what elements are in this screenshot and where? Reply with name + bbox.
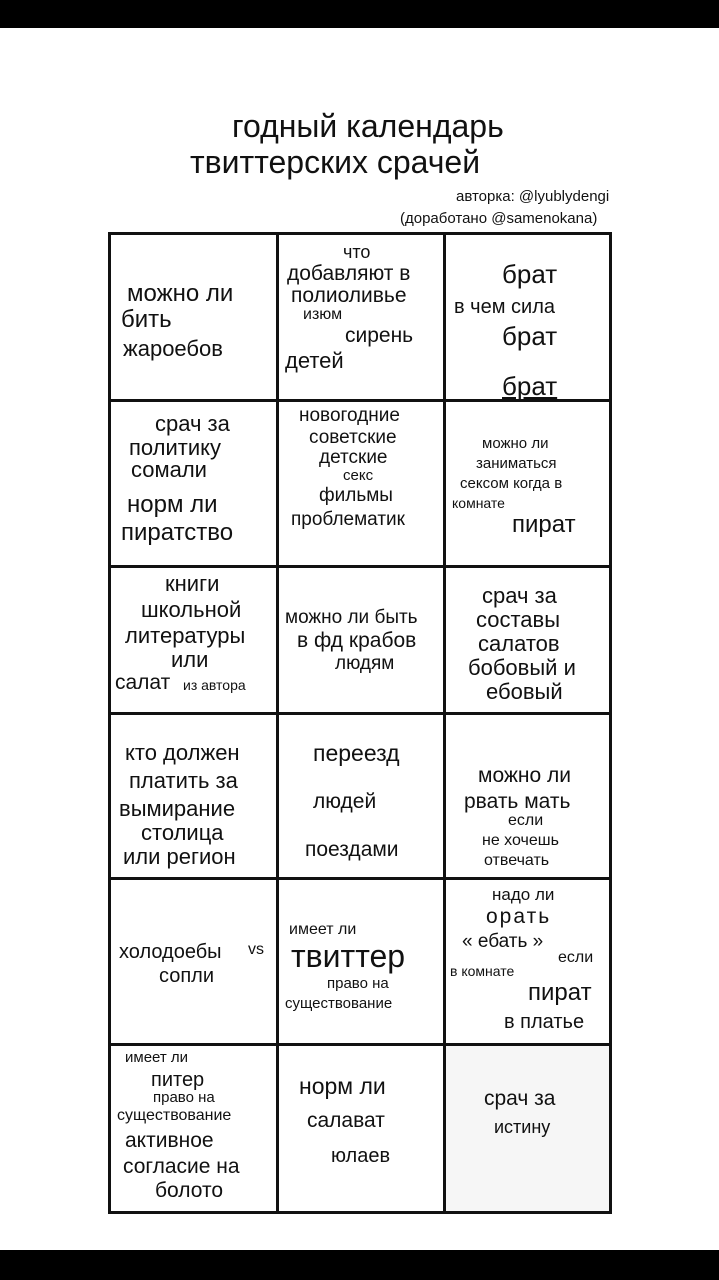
title-line-2: твиттерских срачей xyxy=(190,144,481,180)
cell-text: норм ли xyxy=(127,491,218,518)
cell-text: политику xyxy=(129,435,222,460)
cell-text: питер xyxy=(151,1069,205,1091)
cell-text: заниматься xyxy=(476,455,557,472)
cell-text: новогодние xyxy=(299,405,400,426)
cell-text: твиттер xyxy=(291,938,406,974)
cell-text: столица xyxy=(141,820,224,845)
cell-r2c3 xyxy=(446,402,609,568)
cell-text: или регион xyxy=(123,844,236,869)
cell-text: платить за xyxy=(129,768,238,793)
cell-r1c1 xyxy=(111,235,279,402)
cell-text: сирень xyxy=(345,324,414,347)
cell-r1c2 xyxy=(279,235,446,402)
cell-text: право на xyxy=(327,975,389,992)
cell-text: сопли xyxy=(159,965,215,987)
cell-text: людям xyxy=(335,653,395,674)
cell-r4c2 xyxy=(279,715,446,880)
cell-text: добавляют в xyxy=(287,262,411,285)
cell-text: если xyxy=(508,812,544,829)
title-line-1: годный календарь xyxy=(232,108,504,144)
cell-text: брат xyxy=(502,259,558,289)
cell-r2c1 xyxy=(111,402,279,568)
cell-text: или xyxy=(171,647,209,672)
cell-text: имеет ли xyxy=(125,1049,189,1066)
cell-text: переезд xyxy=(313,740,400,766)
cell-text: бобовый и xyxy=(468,655,576,680)
cell-text: не хочешь xyxy=(482,832,559,849)
cell-r6c1 xyxy=(111,1046,279,1211)
cell-text: в фд крабов xyxy=(297,629,417,652)
cell-text: надо ли xyxy=(492,885,555,904)
cell-text: детей xyxy=(285,348,344,373)
cell-text: секс xyxy=(343,467,374,484)
cell-text: срач за xyxy=(155,411,230,436)
cell-r5c3 xyxy=(446,880,609,1046)
cell-text: фильмы xyxy=(319,485,393,506)
cell-text: норм ли xyxy=(299,1073,386,1099)
cell-text: имеет ли xyxy=(289,921,357,938)
cell-text: составы xyxy=(476,607,561,632)
cell-text: можно ли xyxy=(482,435,549,452)
cell-r2c2 xyxy=(279,402,446,568)
cell-text: в чем сила xyxy=(454,296,555,318)
cell-text: « ебать » xyxy=(462,931,544,952)
cell-text: салатов xyxy=(478,631,560,656)
cell-text: брат xyxy=(502,371,558,401)
cell-text: салат xyxy=(115,671,171,694)
cell-text: можно ли xyxy=(478,764,572,787)
cell-text: проблематик xyxy=(291,509,405,530)
cell-text: брат xyxy=(502,321,558,351)
bingo-grid xyxy=(108,232,612,1214)
cell-r5c2 xyxy=(279,880,446,1046)
cell-r4c1 xyxy=(111,715,279,880)
cell-text: пиратство xyxy=(121,519,234,546)
cell-text: изюм xyxy=(303,306,343,323)
cell-text: отвечать xyxy=(484,852,550,869)
cell-text: салават xyxy=(307,1109,385,1132)
cell-text: существование xyxy=(117,1107,232,1124)
cell-text: болото xyxy=(155,1179,224,1202)
cell-text: юлаев xyxy=(331,1145,391,1167)
cell-text: комнате xyxy=(452,495,505,511)
cell-text: школьной xyxy=(141,597,242,622)
cell-text: орать xyxy=(486,905,552,928)
cell-text: пират xyxy=(512,511,576,538)
cell-text: ебовый xyxy=(486,679,563,704)
cell-text: срач за xyxy=(484,1087,556,1110)
cell-r4c3 xyxy=(446,715,609,880)
cell-text: истину xyxy=(494,1117,551,1137)
credit-edit: (доработано @samenokana) xyxy=(400,210,598,227)
cell-text: сексом когда в xyxy=(460,475,563,492)
cell-text: если xyxy=(558,949,594,966)
cell-text: детские xyxy=(319,447,388,468)
cell-text: срач за xyxy=(482,583,557,608)
cell-text: бить xyxy=(121,306,172,333)
cell-text: советские xyxy=(309,427,397,448)
cell-text: что xyxy=(343,242,371,262)
cell-r6c3 xyxy=(446,1046,609,1211)
cell-text: активное xyxy=(125,1129,214,1152)
credit-author: авторка: @lyublydengi xyxy=(456,188,610,205)
cell-text: из автора xyxy=(183,677,246,693)
cell-r3c2 xyxy=(279,568,446,715)
bottom-black-bar xyxy=(0,1250,719,1280)
cell-text: в комнате xyxy=(450,963,515,979)
cell-text: полиоливье xyxy=(291,284,407,307)
cell-text: можно ли быть xyxy=(285,607,418,628)
cell-text: существование xyxy=(285,995,393,1012)
cell-r5c1 xyxy=(111,880,279,1046)
cell-r1c3 xyxy=(446,235,609,402)
top-black-bar xyxy=(0,0,719,28)
cell-text: пират xyxy=(528,979,592,1006)
cell-text: холодоебы xyxy=(119,941,222,963)
cell-text: можно ли xyxy=(127,280,234,307)
cell-text: книги xyxy=(165,571,220,596)
cell-text: в платье xyxy=(504,1011,585,1033)
cell-text: вымирание xyxy=(119,796,236,821)
cell-text: литературы xyxy=(125,623,246,648)
cell-r3c1 xyxy=(111,568,279,715)
cell-text: кто должен xyxy=(125,740,240,765)
cell-r6c2 xyxy=(279,1046,446,1211)
cell-text: сомали xyxy=(131,457,207,482)
cell-text: рвать мать xyxy=(464,790,571,813)
cell-text: поездами xyxy=(305,838,399,861)
cell-text: жароебов xyxy=(123,336,223,361)
cell-r3c3 xyxy=(446,568,609,715)
cell-text: согласие на xyxy=(123,1155,240,1178)
cell-text: людей xyxy=(313,790,377,813)
cell-text: vs xyxy=(248,941,264,958)
cell-text: право на xyxy=(153,1089,215,1106)
